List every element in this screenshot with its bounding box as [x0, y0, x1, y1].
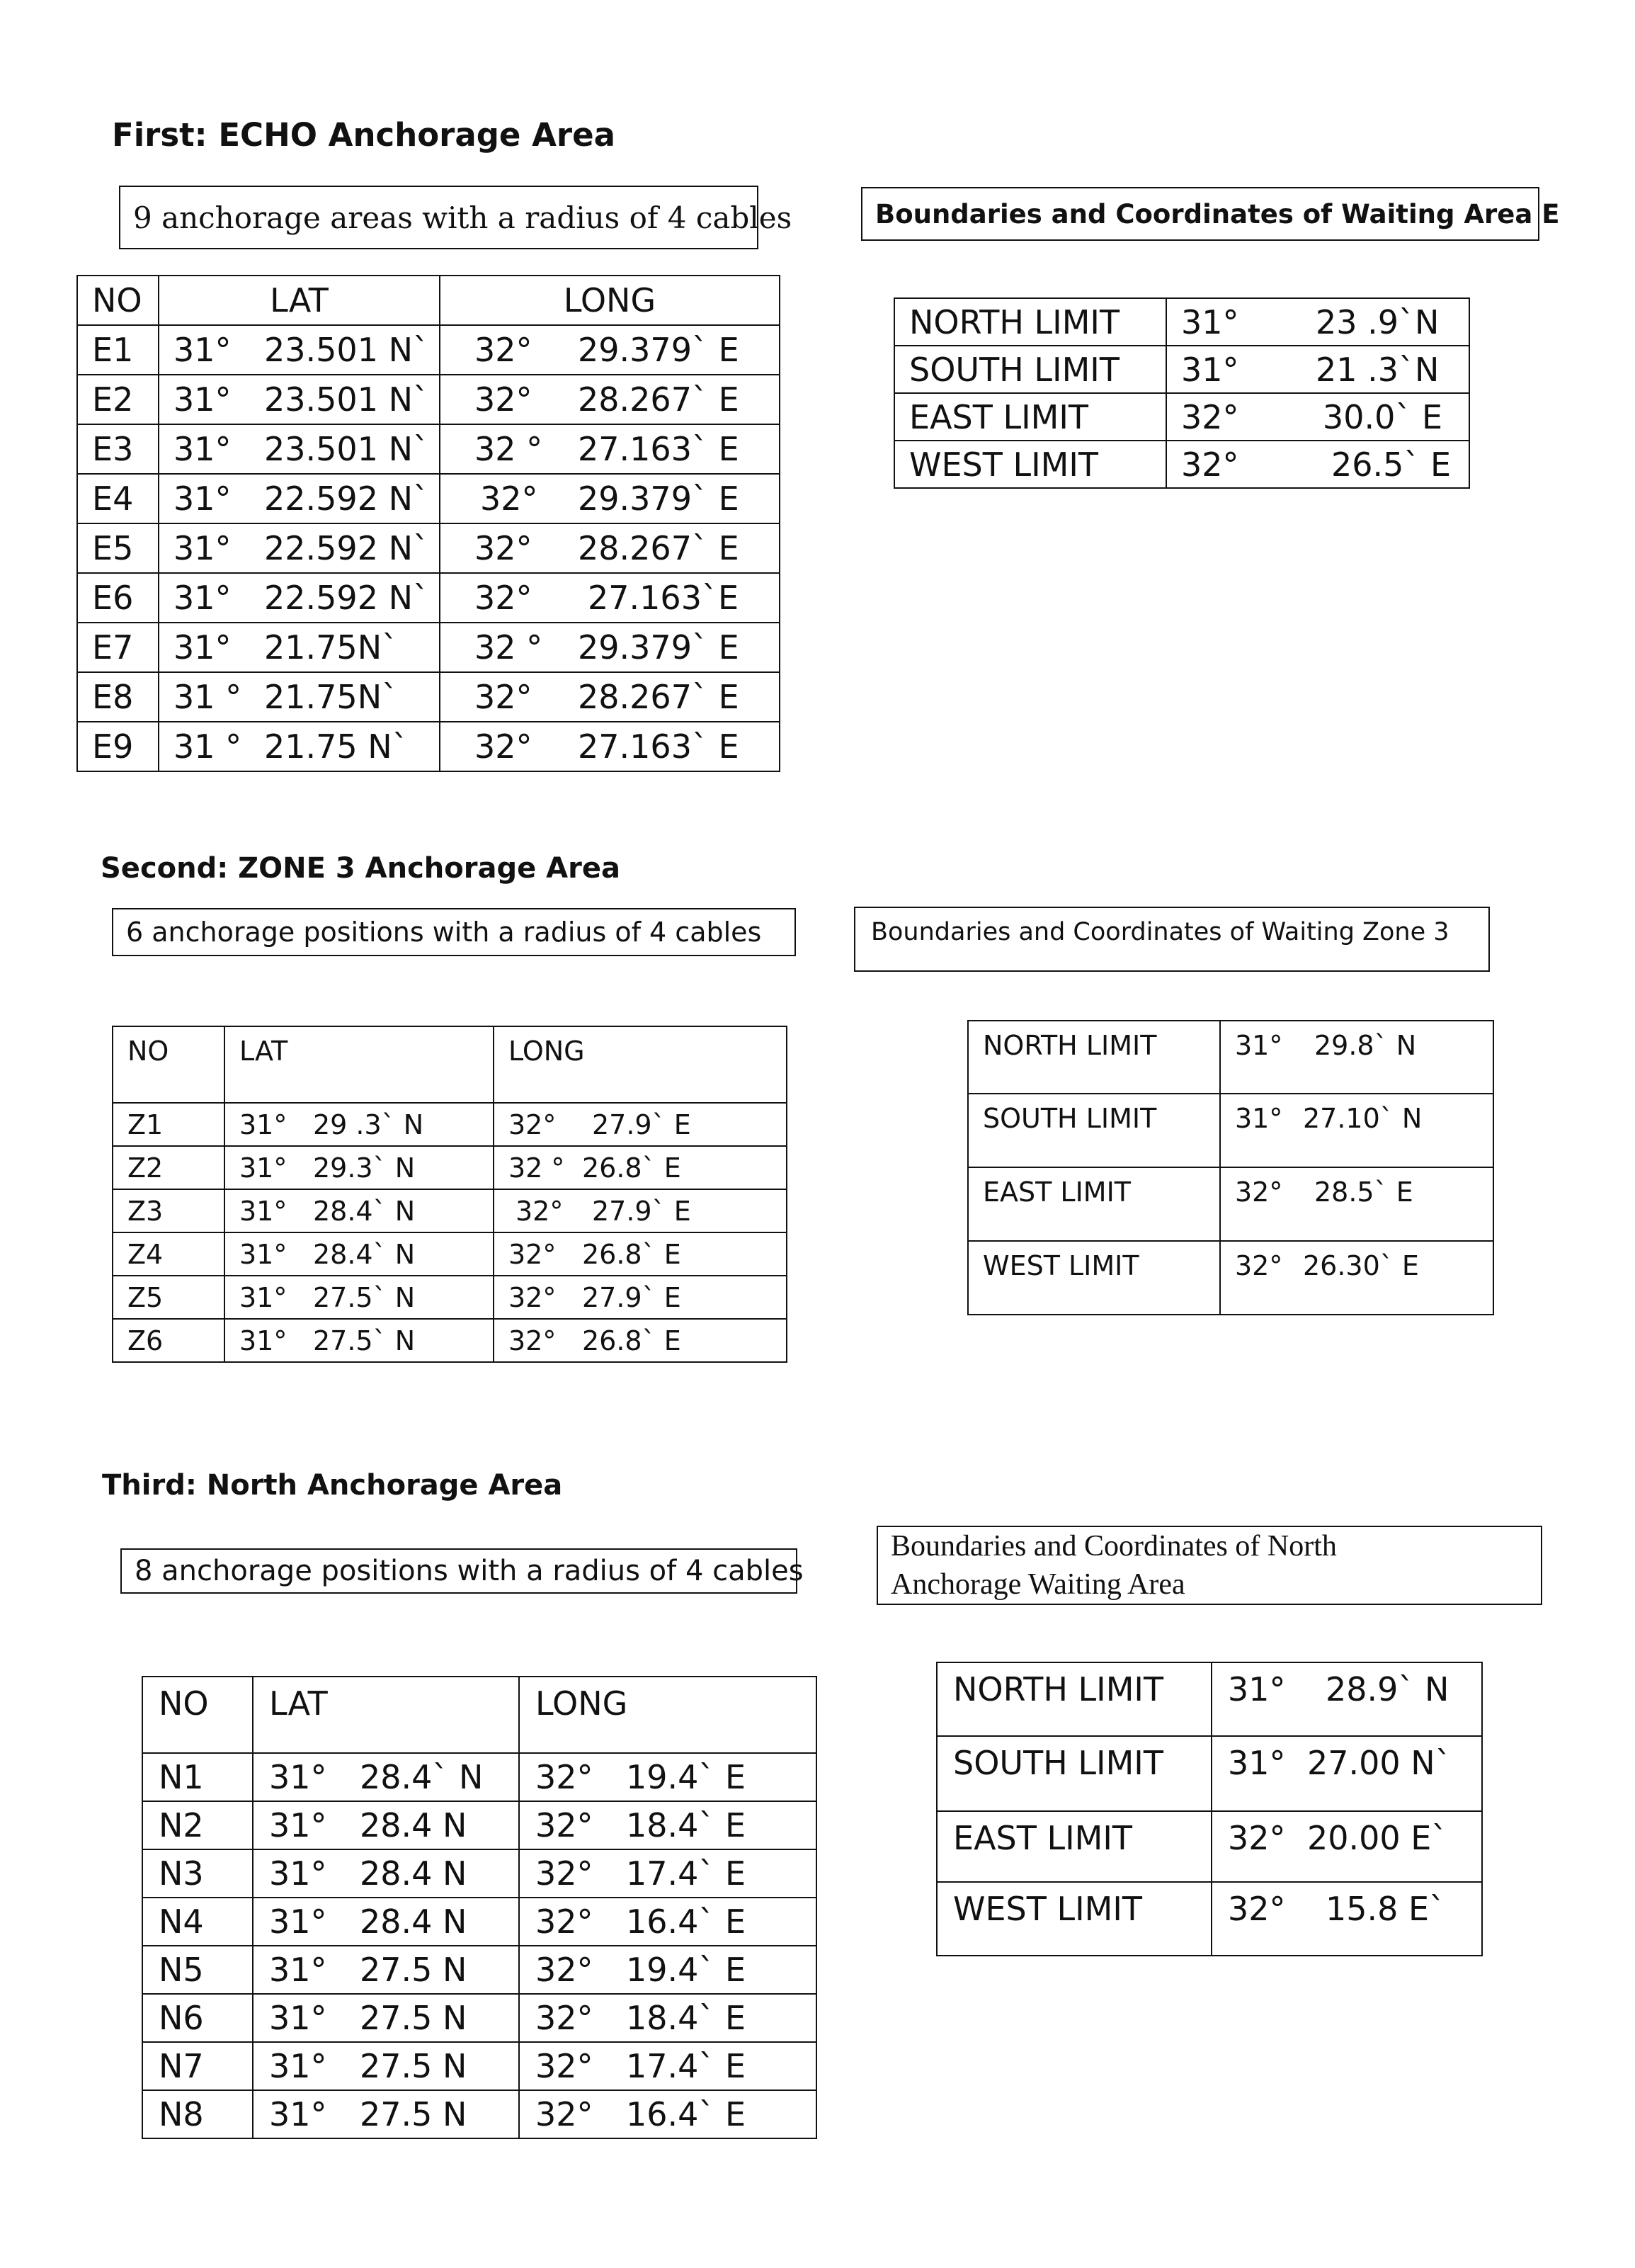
row-lat: 31° 22.592 N`: [159, 474, 440, 523]
row-lat: 31 ° 21.75N`: [159, 672, 440, 722]
echo-caption: 9 anchorage areas with a radius of 4 cables: [133, 200, 792, 235]
row-long: 32° 28.267` E: [440, 375, 780, 424]
row-long: 32° 27.9` E: [494, 1276, 787, 1319]
table-row: [142, 1946, 816, 1994]
echo-boundary-title: Boundaries and Coordinates of Waiting Area E: [875, 198, 1560, 229]
row-lat: 31° 27.5 N: [253, 1994, 519, 2042]
column-header-long: LONG: [519, 1677, 816, 1753]
row-no: N8: [142, 2090, 253, 2138]
row-no: Z6: [113, 1319, 224, 1362]
column-header-long: LONG: [440, 276, 780, 325]
row-lat: 31 ° 21.75 N`: [159, 722, 440, 771]
north-boundary-title-line2: Anchorage Waiting Area: [891, 1568, 1185, 1601]
table-row: [142, 2042, 816, 2090]
row-no: Z2: [113, 1146, 224, 1189]
zone3-caption-box: [112, 908, 796, 956]
limit-value: 31° 28.9` N: [1212, 1662, 1482, 1736]
row-no: E6: [77, 573, 159, 623]
row-long: 32° 27.163`E: [440, 573, 780, 623]
column-header-lat: LAT: [224, 1026, 494, 1103]
row-no: N5: [142, 1946, 253, 1994]
row-no: N4: [142, 1898, 253, 1946]
echo-boundary-title-box: [861, 187, 1560, 241]
table-row: [142, 1849, 816, 1898]
row-long: 32° 28.267` E: [440, 523, 780, 573]
table-header-row: [142, 1677, 816, 1753]
row-no: Z4: [113, 1232, 224, 1276]
row-long: 32° 18.4` E: [519, 1994, 816, 2042]
row-lat: 31° 29 .3` N: [224, 1103, 494, 1146]
limit-label: WEST LIMIT: [937, 1882, 1212, 1956]
limit-label: SOUTH LIMIT: [968, 1094, 1220, 1167]
row-lat: 31° 27.5 N: [253, 1946, 519, 1994]
limit-value: 32° 20.00 E`: [1212, 1811, 1482, 1882]
row-long: 32° 28.267` E: [440, 672, 780, 722]
row-lat: 31° 27.5 N: [253, 2090, 519, 2138]
row-long: 32° 29.379` E: [440, 325, 780, 375]
table-row: [77, 722, 780, 771]
row-no: N3: [142, 1849, 253, 1898]
row-long: 32° 27.9` E: [494, 1189, 787, 1232]
row-long: 32° 17.4` E: [519, 2042, 816, 2090]
row-no: E2: [77, 375, 159, 424]
north-heading: Third: North Anchorage Area: [102, 1469, 563, 1502]
row-lat: 31° 29.3` N: [224, 1146, 494, 1189]
limit-row: [937, 1811, 1482, 1882]
column-header-no: NO: [142, 1677, 253, 1753]
table-row: [77, 523, 780, 573]
zone3-boundary-title: Boundaries and Coordinates of Waiting Zone 3: [871, 918, 1449, 946]
row-long: 32° 19.4` E: [519, 1946, 816, 1994]
north-boundary-title-box: [877, 1526, 1542, 1605]
limit-value: 32° 26.5` E: [1166, 441, 1469, 488]
table-row: [142, 2090, 816, 2138]
limit-row: [968, 1021, 1493, 1094]
row-no: Z5: [113, 1276, 224, 1319]
row-lat: 31° 23.501 N`: [159, 424, 440, 474]
table-row: [113, 1103, 787, 1146]
table-row: [142, 1994, 816, 2042]
table-row: [77, 474, 780, 523]
row-long: 32° 26.8` E: [494, 1232, 787, 1276]
row-lat: 31° 23.501 N`: [159, 325, 440, 375]
row-long: 32° 16.4` E: [519, 2090, 816, 2138]
row-long: 32° 16.4` E: [519, 1898, 816, 1946]
row-lat: 31° 27.5` N: [224, 1276, 494, 1319]
row-lat: 31° 22.592 N`: [159, 573, 440, 623]
table-row: [113, 1189, 787, 1232]
limit-label: EAST LIMIT: [968, 1167, 1220, 1241]
row-long: 32° 26.8` E: [494, 1319, 787, 1362]
north-anchorage-table: [142, 1676, 817, 2139]
limit-value: 31° 27.10` N: [1220, 1094, 1493, 1167]
column-header-lat: LAT: [253, 1677, 519, 1753]
table-row: [113, 1319, 787, 1362]
zone3-caption: 6 anchorage positions with a radius of 4 cables: [126, 917, 762, 948]
table-row: [113, 1146, 787, 1189]
table-header-row: [77, 276, 780, 325]
row-no: E1: [77, 325, 159, 375]
row-long: 32° 17.4` E: [519, 1849, 816, 1898]
limit-value: 32° 28.5` E: [1220, 1167, 1493, 1241]
zone3-anchorage-table: [112, 1026, 787, 1363]
echo-boundary-table: [894, 297, 1470, 489]
row-no: N2: [142, 1801, 253, 1849]
north-caption: 8 anchorage positions with a radius of 4 cables: [135, 1555, 804, 1587]
row-lat: 31° 28.4` N: [224, 1232, 494, 1276]
limit-row: [968, 1094, 1493, 1167]
row-lat: 31° 27.5` N: [224, 1319, 494, 1362]
limit-label: EAST LIMIT: [894, 393, 1166, 441]
row-no: E9: [77, 722, 159, 771]
row-no: N6: [142, 1994, 253, 2042]
zone3-boundary-title-box: [854, 907, 1490, 972]
row-lat: 31° 28.4 N: [253, 1898, 519, 1946]
row-no: E5: [77, 523, 159, 573]
limit-row: [894, 346, 1469, 393]
row-no: E8: [77, 672, 159, 722]
limit-label: NORTH LIMIT: [894, 298, 1166, 346]
north-boundary-title-line1: Boundaries and Coordinates of North: [891, 1530, 1337, 1563]
row-no: Z3: [113, 1189, 224, 1232]
table-header-row: [113, 1026, 787, 1103]
column-header-long: LONG: [494, 1026, 787, 1103]
row-lat: 31° 27.5 N: [253, 2042, 519, 2090]
zone3-boundary-table: [967, 1020, 1494, 1315]
limit-row: [968, 1241, 1493, 1315]
limit-value: 32° 15.8 E`: [1212, 1882, 1482, 1956]
limit-row: [894, 393, 1469, 441]
table-row: [77, 325, 780, 375]
row-no: E7: [77, 623, 159, 672]
row-lat: 31° 28.4` N: [253, 1753, 519, 1801]
row-no: Z1: [113, 1103, 224, 1146]
zone3-heading: Second: ZONE 3 Anchorage Area: [101, 852, 620, 885]
north-boundary-table: [936, 1662, 1483, 1956]
row-long: 32° 27.9` E: [494, 1103, 787, 1146]
limit-label: NORTH LIMIT: [937, 1662, 1212, 1736]
limit-row: [937, 1736, 1482, 1811]
echo-caption-box: [119, 186, 792, 249]
row-no: N1: [142, 1753, 253, 1801]
limit-label: SOUTH LIMIT: [937, 1736, 1212, 1811]
table-row: [142, 1753, 816, 1801]
limit-row: [894, 298, 1469, 346]
limit-row: [968, 1167, 1493, 1241]
row-no: N7: [142, 2042, 253, 2090]
row-long: 32° 18.4` E: [519, 1801, 816, 1849]
echo-heading: First: ECHO Anchorage Area: [112, 116, 616, 154]
column-header-lat: LAT: [159, 276, 440, 325]
row-long: 32 ° 29.379` E: [440, 623, 780, 672]
limit-label: WEST LIMIT: [968, 1241, 1220, 1315]
limit-row: [937, 1662, 1482, 1736]
table-row: [77, 424, 780, 474]
limit-label: WEST LIMIT: [894, 441, 1166, 488]
row-long: 32 ° 26.8` E: [494, 1146, 787, 1189]
row-lat: 31° 28.4` N: [224, 1189, 494, 1232]
table-row: [113, 1276, 787, 1319]
column-header-no: NO: [77, 276, 159, 325]
row-lat: 31° 23.501 N`: [159, 375, 440, 424]
table-row: [77, 375, 780, 424]
row-no: E4: [77, 474, 159, 523]
limit-label: SOUTH LIMIT: [894, 346, 1166, 393]
table-row: [77, 573, 780, 623]
row-lat: 31° 21.75N`: [159, 623, 440, 672]
limit-row: [937, 1882, 1482, 1956]
table-row: [77, 672, 780, 722]
row-long: 32° 19.4` E: [519, 1753, 816, 1801]
table-row: [142, 1801, 816, 1849]
column-header-no: NO: [113, 1026, 224, 1103]
limit-value: 31° 21 .3`N: [1166, 346, 1469, 393]
table-row: [77, 623, 780, 672]
limit-value: 32° 30.0` E: [1166, 393, 1469, 441]
limit-label: NORTH LIMIT: [968, 1021, 1220, 1094]
limit-label: EAST LIMIT: [937, 1811, 1212, 1882]
row-long: 32 ° 27.163` E: [440, 424, 780, 474]
limit-value: 31° 23 .9`N: [1166, 298, 1469, 346]
north-caption-box: [120, 1548, 804, 1594]
limit-value: 31° 29.8` N: [1220, 1021, 1493, 1094]
echo-anchorage-table: [76, 275, 780, 772]
row-lat: 31° 28.4 N: [253, 1849, 519, 1898]
row-lat: 31° 28.4 N: [253, 1801, 519, 1849]
row-long: 32° 29.379` E: [440, 474, 780, 523]
row-lat: 31° 22.592 N`: [159, 523, 440, 573]
row-no: E3: [77, 424, 159, 474]
limit-value: 31° 27.00 N`: [1212, 1736, 1482, 1811]
table-row: [142, 1898, 816, 1946]
row-long: 32° 27.163` E: [440, 722, 780, 771]
limit-value: 32° 26.30` E: [1220, 1241, 1493, 1315]
table-row: [113, 1232, 787, 1276]
limit-row: [894, 441, 1469, 488]
